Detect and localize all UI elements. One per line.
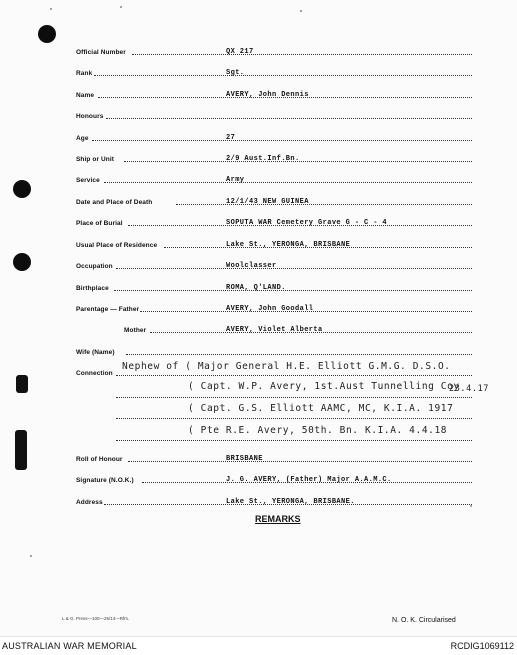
field-date-place-death	[76, 194, 476, 208]
field-label: Roll of Honour	[76, 456, 123, 463]
connection-line-1: Nephew of ( Major General H.E. Elliott G.M.G. D.S.O.	[122, 361, 451, 372]
field-value: Lake St., YERONGA, BRISBANE	[226, 241, 351, 249]
field-value: SOPUTA WAR Cemetery Grave G - C - 4	[226, 219, 388, 227]
binding-tab	[16, 375, 28, 393]
field-label: Rank	[76, 70, 93, 77]
field-label: Age	[76, 135, 89, 142]
field-birthplace	[76, 280, 476, 294]
field-value: J. G. AVERY, (Father) Major A.A.M.C.	[226, 476, 392, 484]
punch-hole	[13, 180, 31, 198]
field-name	[76, 87, 476, 101]
field-occupation	[76, 258, 476, 272]
field-value: Sgt.	[226, 69, 245, 77]
archive-footer	[0, 636, 517, 655]
field-label: Name	[76, 92, 95, 99]
field-value: 27	[226, 134, 236, 142]
field-label: Connection	[76, 370, 113, 377]
field-honours	[76, 108, 476, 122]
field-roll-of-honour	[76, 451, 476, 465]
printer-note: L.& G. Press—100—25/14—Rfm.	[62, 616, 130, 621]
field-label: Place of Burial	[76, 220, 123, 227]
field-signature	[76, 472, 476, 486]
field-label: Parentage — Father	[76, 306, 140, 313]
field-label: Official Number	[76, 49, 126, 56]
field-value: BRISBANE	[226, 455, 263, 463]
nok-circularised-note: N. O. K. Circularised	[392, 617, 456, 624]
connection-line-2: ( Capt. W.P. Avery, 1st.Aust Tunnelling Coy	[188, 381, 460, 392]
field-label: Wife (Name)	[76, 349, 115, 356]
field-label: Address	[76, 499, 103, 506]
field-parentage-mother	[76, 322, 476, 336]
field-label: Signature (N.O.K.)	[76, 477, 134, 484]
field-official-number	[76, 44, 476, 58]
field-ship-or-unit	[76, 151, 476, 165]
field-value: AVERY, John Dennis	[226, 91, 309, 99]
field-parentage-father	[76, 301, 476, 315]
field-label: Usual Place of Residence	[76, 242, 158, 249]
field-age	[76, 130, 476, 144]
field-value: QX 217	[226, 48, 254, 56]
binding-tab	[15, 430, 27, 470]
field-label: Service	[76, 177, 100, 184]
field-usual-residence	[76, 237, 476, 251]
connection-line-4: ( Pte R.E. Avery, 50th. Bn. K.I.A. 4.4.18	[188, 425, 448, 436]
punch-hole	[38, 25, 56, 43]
field-value: 12/1/43 NEW GUINEA	[226, 198, 309, 206]
punch-hole	[13, 253, 31, 271]
field-value: Lake St., YERONGA, BRISBANE.	[226, 498, 355, 506]
field-label: Birthplace	[76, 285, 109, 292]
field-value: AVERY, John Goodall	[226, 305, 314, 313]
connection-date-note: 23.4.17	[449, 384, 490, 394]
field-value: 2/9 Aust.Inf.Bn.	[226, 155, 300, 163]
field-value: Army	[226, 176, 245, 184]
field-service	[76, 172, 476, 186]
field-rank	[76, 65, 476, 79]
field-value: ROMA, Q'LAND.	[226, 284, 286, 292]
field-label: Occupation	[76, 263, 113, 270]
remarks-heading: REMARKS	[255, 514, 301, 524]
field-label: Mother	[124, 327, 147, 334]
connection-line-3: ( Capt. G.S. Elliott AAMC, MC, K.I.A. 1917	[188, 403, 454, 414]
record-id: RCDIG1069112	[450, 641, 514, 651]
field-label: Honours	[76, 113, 104, 120]
archive-name: AUSTRALIAN WAR MEMORIAL	[2, 641, 137, 651]
field-label: Ship or Unit	[76, 156, 115, 163]
field-label: Date and Place of Death	[76, 199, 153, 206]
field-place-of-burial	[76, 215, 476, 229]
field-address	[76, 494, 476, 508]
field-wife	[76, 344, 476, 358]
field-value: AVERY, Violet Alberta	[226, 326, 323, 334]
field-value: Woolclasser	[226, 262, 277, 270]
